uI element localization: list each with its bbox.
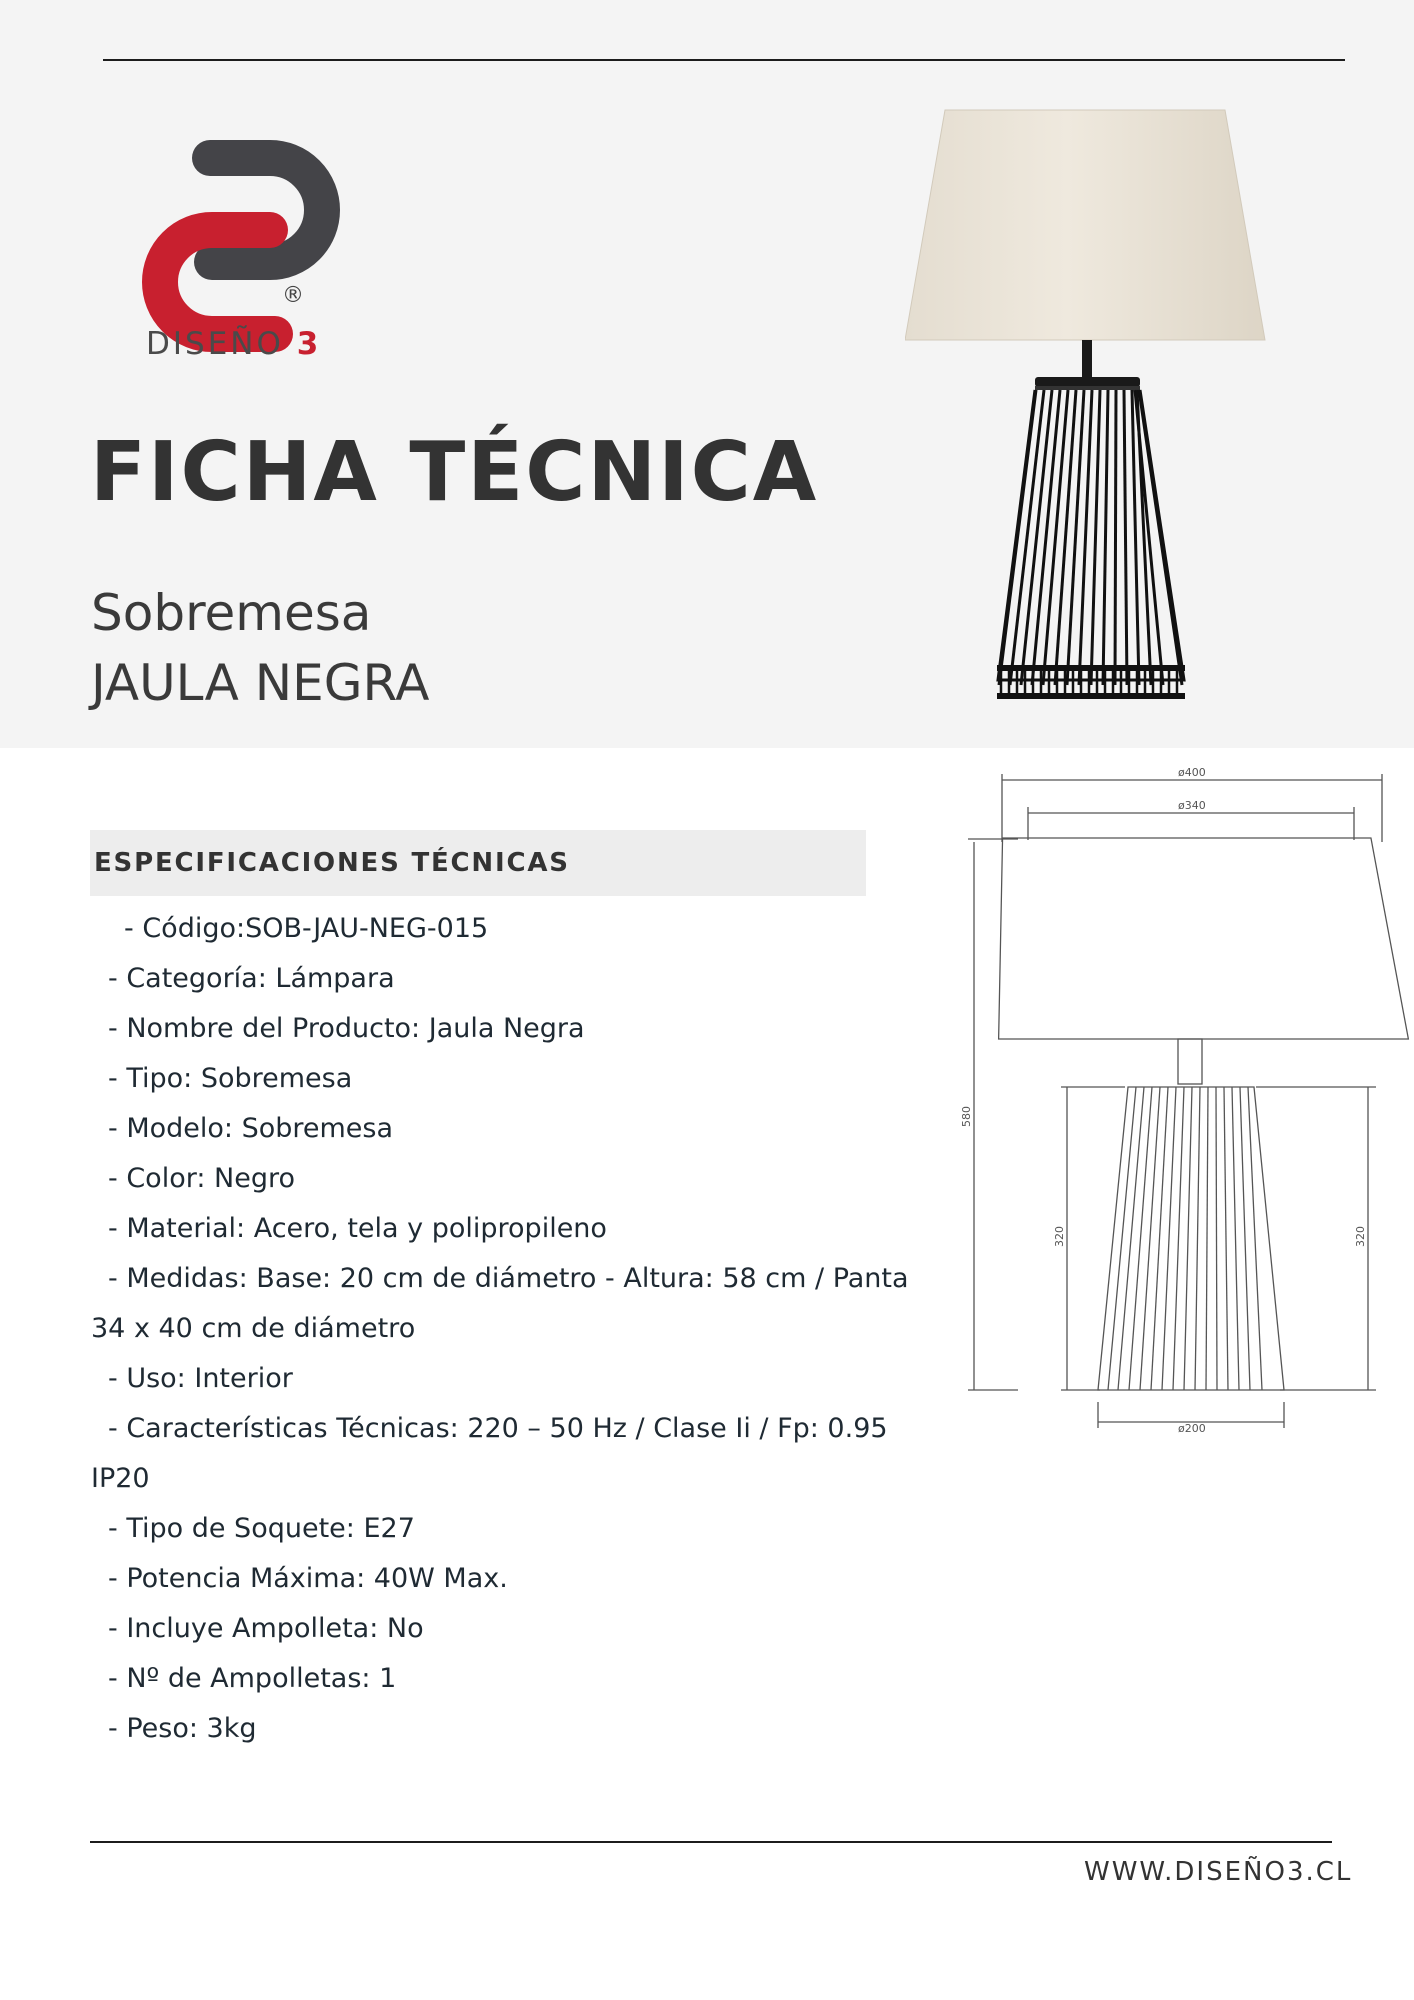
top-divider <box>103 59 1345 61</box>
product-photo <box>905 105 1275 705</box>
spec-use: - Uso: Interior <box>108 1363 293 1394</box>
registered-mark: ® <box>282 283 304 308</box>
product-category: Sobremesa <box>91 584 372 642</box>
spec-measures-cont: 34 x 40 cm de diámetro <box>91 1313 416 1344</box>
spec-weight: - Peso: 3kg <box>108 1713 257 1744</box>
lamp-base-ring <box>997 665 1185 671</box>
dim-shade-top: ø340 <box>1178 799 1206 812</box>
specs-list <box>0 905 912 1765</box>
lamp-base-foot <box>997 693 1185 699</box>
spec-socket: - Tipo de Soquete: E27 <box>108 1513 415 1544</box>
specs-heading: ESPECIFICACIONES TÉCNICAS <box>94 848 570 878</box>
brand-number: 3 <box>296 326 322 362</box>
spec-max-power: - Potencia Máxima: 40W Max. <box>108 1563 508 1594</box>
technical-drawing <box>910 762 1414 1462</box>
spec-category: - Categoría: Lámpara <box>108 963 395 994</box>
specs-heading-bar <box>90 830 866 896</box>
spec-measures: - Medidas: Base: 20 cm de diámetro - Altura: 58 cm / Panta <box>108 1263 909 1294</box>
drawing-stem <box>1178 1039 1202 1084</box>
website-url: WWW.DISEÑO3.CL <box>1084 1857 1353 1887</box>
brand-name <box>146 326 321 362</box>
bottom-divider <box>90 1841 1332 1843</box>
spec-technical: - Características Técnicas: 220 – 50 Hz / Clase Ii / Fp: 0.95 <box>108 1413 888 1444</box>
spec-type: - Tipo: Sobremesa <box>108 1063 353 1094</box>
drawing-shade <box>999 838 1409 1039</box>
lamp-collar-ring <box>1035 386 1140 390</box>
drawing-base-bars <box>1108 1087 1262 1390</box>
spec-code: - Código:SOB-JAU-NEG-015 <box>124 913 489 944</box>
spec-technical-cont: IP20 <box>91 1463 150 1494</box>
dim-base-diameter: ø200 <box>1178 1422 1206 1435</box>
brand-word: DISEÑO <box>146 326 284 362</box>
dim-base-height-left: 320 <box>1053 1226 1066 1247</box>
lamp-collar <box>1035 377 1140 387</box>
spec-model: - Modelo: Sobremesa <box>108 1113 394 1144</box>
page-title: FICHA TÉCNICA <box>90 425 819 520</box>
spec-color: - Color: Negro <box>108 1163 295 1194</box>
dim-base-height-right: 320 <box>1354 1226 1367 1247</box>
spec-product-name: - Nombre del Producto: Jaula Negra <box>108 1013 585 1044</box>
spec-bulb-count: - Nº de Ampolletas: 1 <box>108 1663 397 1694</box>
product-name: JAULA NEGRA <box>91 654 430 712</box>
lamp-shade <box>905 110 1265 340</box>
product-subtitle <box>91 578 429 718</box>
lamp-stem <box>1082 340 1092 380</box>
lamp-cage <box>999 390 1182 685</box>
dim-total-height: 580 <box>960 1106 973 1127</box>
spec-material: - Material: Acero, tela y polipropileno <box>108 1213 607 1244</box>
dim-shade-bottom: ø400 <box>1178 766 1206 779</box>
spec-bulb-included: - Incluye Ampolleta: No <box>108 1613 424 1644</box>
logo-red-hook <box>160 230 275 334</box>
